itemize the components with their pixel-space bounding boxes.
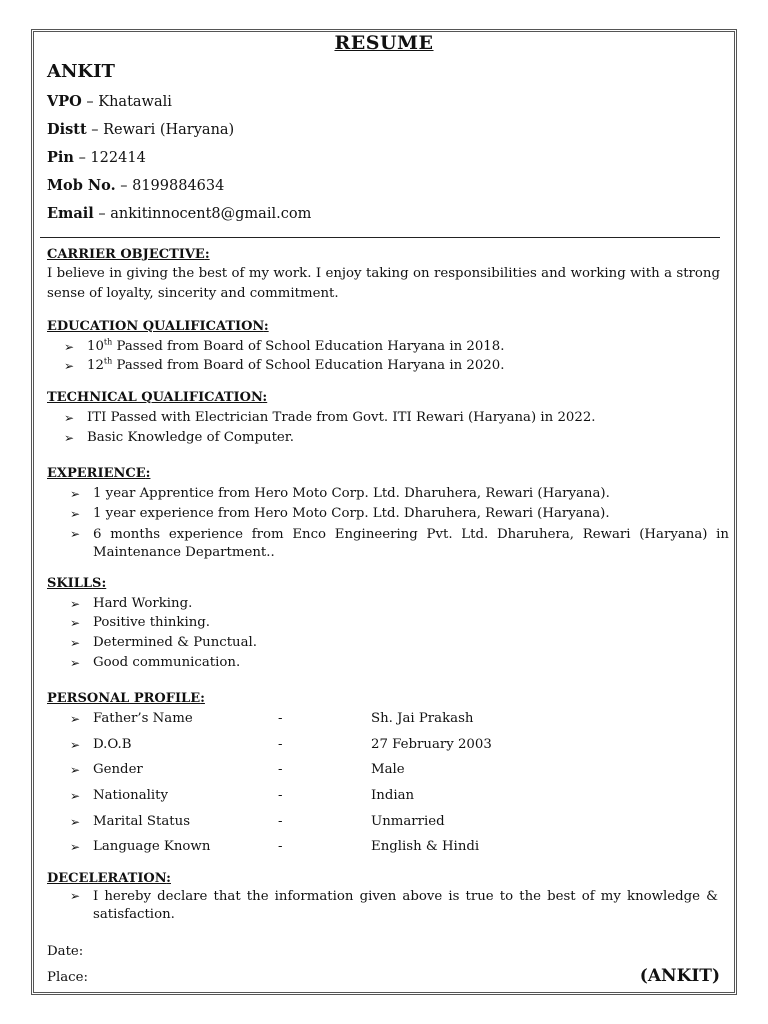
contact-distt: [47, 121, 234, 138]
bullet-arrow-icon: ➢: [70, 815, 81, 829]
candidate-name: ANKIT: [47, 61, 115, 82]
objective-heading: [47, 247, 210, 262]
technical-heading-text: TECHNICAL QUALIFICATION: [47, 390, 263, 405]
contact-distt-value: – Rewari (Haryana): [86, 122, 235, 138]
profile-separator: -: [278, 839, 283, 854]
education-item-rest: Passed from Board of School Education Haryana in 2020.: [112, 358, 505, 373]
technical-item-text: Basic Knowledge of Computer.: [87, 430, 294, 445]
bullet-arrow-icon: ➢: [64, 340, 75, 354]
bullet-arrow-icon: ➢: [70, 636, 81, 650]
profile-separator: -: [278, 814, 283, 829]
personal-heading-colon: :: [200, 691, 205, 706]
education-item-sup: th: [103, 337, 113, 347]
signature-name: (ANKIT): [639, 966, 720, 986]
declaration-heading-text: DECELERATION: [47, 871, 167, 886]
profile-value: Indian: [371, 788, 415, 803]
profile-label: Father’s Name: [93, 711, 193, 726]
date-label: Date:: [47, 944, 84, 959]
profile-separator: -: [278, 762, 283, 777]
experience-heading: [47, 466, 150, 481]
contact-pin: [47, 149, 146, 166]
contact-vpo-label: VPO: [47, 93, 82, 110]
profile-separator: -: [278, 711, 283, 726]
skills-heading: [47, 576, 106, 591]
technical-item-text: ITI Passed with Electrician Trade from Govt. ITI Rewari (Haryana) in 2022.: [87, 410, 596, 425]
profile-label: Gender: [93, 762, 143, 777]
bullet-arrow-icon: ➢: [70, 712, 81, 726]
objective-heading-text: CARRIER OBJECTIVE: [47, 247, 205, 262]
bullet-arrow-icon: ➢: [70, 789, 81, 803]
experience-item-text: 1 year experience from Hero Moto Corp. Ltd. Dharuhera, Rewari (Haryana).: [93, 506, 610, 521]
education-heading-colon: :: [263, 319, 269, 334]
objective-heading-colon: :: [204, 247, 210, 262]
profile-label: Language Known: [93, 839, 211, 854]
bullet-arrow-icon: ➢: [70, 763, 81, 777]
bullet-arrow-icon: ➢: [70, 527, 81, 541]
experience-item-text: 6 months experience from Enco Engineering Pvt. Ltd. Dharuhera, Rewari (Haryana) in Maintenance Department..: [93, 527, 729, 560]
profile-value: Unmarried: [371, 814, 445, 829]
profile-label: Nationality: [93, 788, 169, 803]
education-item-sup: th: [103, 356, 113, 366]
technical-heading-colon: :: [262, 390, 268, 405]
declaration-heading-colon: :: [166, 871, 171, 886]
bullet-arrow-icon: ➢: [70, 507, 81, 521]
declaration-text: I hereby declare that the information given above is true to the best of my knowledge & satisfaction.: [93, 889, 718, 922]
skill-item-text: Hard Working.: [93, 596, 193, 611]
profile-label: D.O.B: [93, 737, 132, 752]
place-label: Place:: [47, 970, 88, 985]
experience-item-text: 1 year Apprentice from Hero Moto Corp. Ltd. Dharuhera, Rewari (Haryana).: [93, 486, 610, 501]
contact-mob-value: – 8199884634: [115, 178, 225, 194]
bullet-arrow-icon: ➢: [70, 840, 81, 854]
contact-vpo-value: – Khatawali: [81, 94, 172, 110]
contact-vpo: [47, 93, 172, 110]
experience-heading-text: EXPERIENCE: [47, 466, 146, 481]
profile-value: Male: [371, 762, 405, 777]
profile-separator: -: [278, 788, 283, 803]
education-heading: [47, 319, 269, 334]
resume-title: RESUME: [334, 32, 434, 54]
header-divider: [40, 237, 720, 238]
contact-email: [47, 205, 311, 222]
technical-heading: [47, 390, 267, 405]
contact-mob-label: Mob No.: [47, 177, 116, 194]
profile-value: Sh. Jai Prakash: [371, 711, 474, 726]
education-item-num: 10: [87, 339, 104, 354]
bullet-arrow-icon: ➢: [70, 597, 81, 611]
education-item-text: [87, 358, 504, 373]
contact-mob: [47, 177, 224, 194]
skills-heading-colon: :: [101, 576, 107, 591]
contact-distt-label: Distt: [47, 121, 87, 138]
contact-email-value: – ankitinnocent8@gmail.com: [93, 206, 312, 222]
profile-separator: -: [278, 737, 283, 752]
declaration-heading: [47, 871, 171, 886]
bullet-arrow-icon: ➢: [70, 889, 81, 903]
contact-pin-label: Pin: [47, 149, 74, 166]
contact-pin-value: – 122414: [73, 150, 146, 166]
skill-item-text: Determined & Punctual.: [93, 635, 258, 650]
education-heading-text: EDUCATION QUALIFICATION: [47, 319, 264, 334]
education-item-num: 12: [87, 358, 104, 373]
education-item-text: [87, 339, 504, 354]
profile-value: English & Hindi: [371, 839, 480, 854]
contact-email-label: Email: [47, 205, 94, 222]
skill-item-text: Good communication.: [93, 655, 241, 670]
experience-heading-colon: :: [145, 466, 151, 481]
education-item-rest: Passed from Board of School Education Haryana in 2018.: [112, 339, 505, 354]
personal-heading-text: PERSONAL PROFILE: [47, 691, 201, 706]
skill-item-text: Positive thinking.: [93, 615, 211, 630]
bullet-arrow-icon: ➢: [70, 656, 81, 670]
objective-text: I believe in giving the best of my work. I enjoy taking on responsibilities and working with a strong sense of loyalty, sincerity and commitment.: [47, 266, 720, 301]
profile-value: 27 February 2003: [371, 737, 492, 752]
bullet-arrow-icon: ➢: [70, 487, 81, 501]
bullet-arrow-icon: ➢: [64, 431, 75, 445]
personal-heading: [47, 691, 205, 706]
profile-label: Marital Status: [93, 814, 191, 829]
bullet-arrow-icon: ➢: [70, 738, 81, 752]
bullet-arrow-icon: ➢: [64, 359, 75, 373]
skills-heading-text: SKILLS: [47, 576, 102, 591]
bullet-arrow-icon: ➢: [70, 616, 81, 630]
bullet-arrow-icon: ➢: [64, 411, 75, 425]
